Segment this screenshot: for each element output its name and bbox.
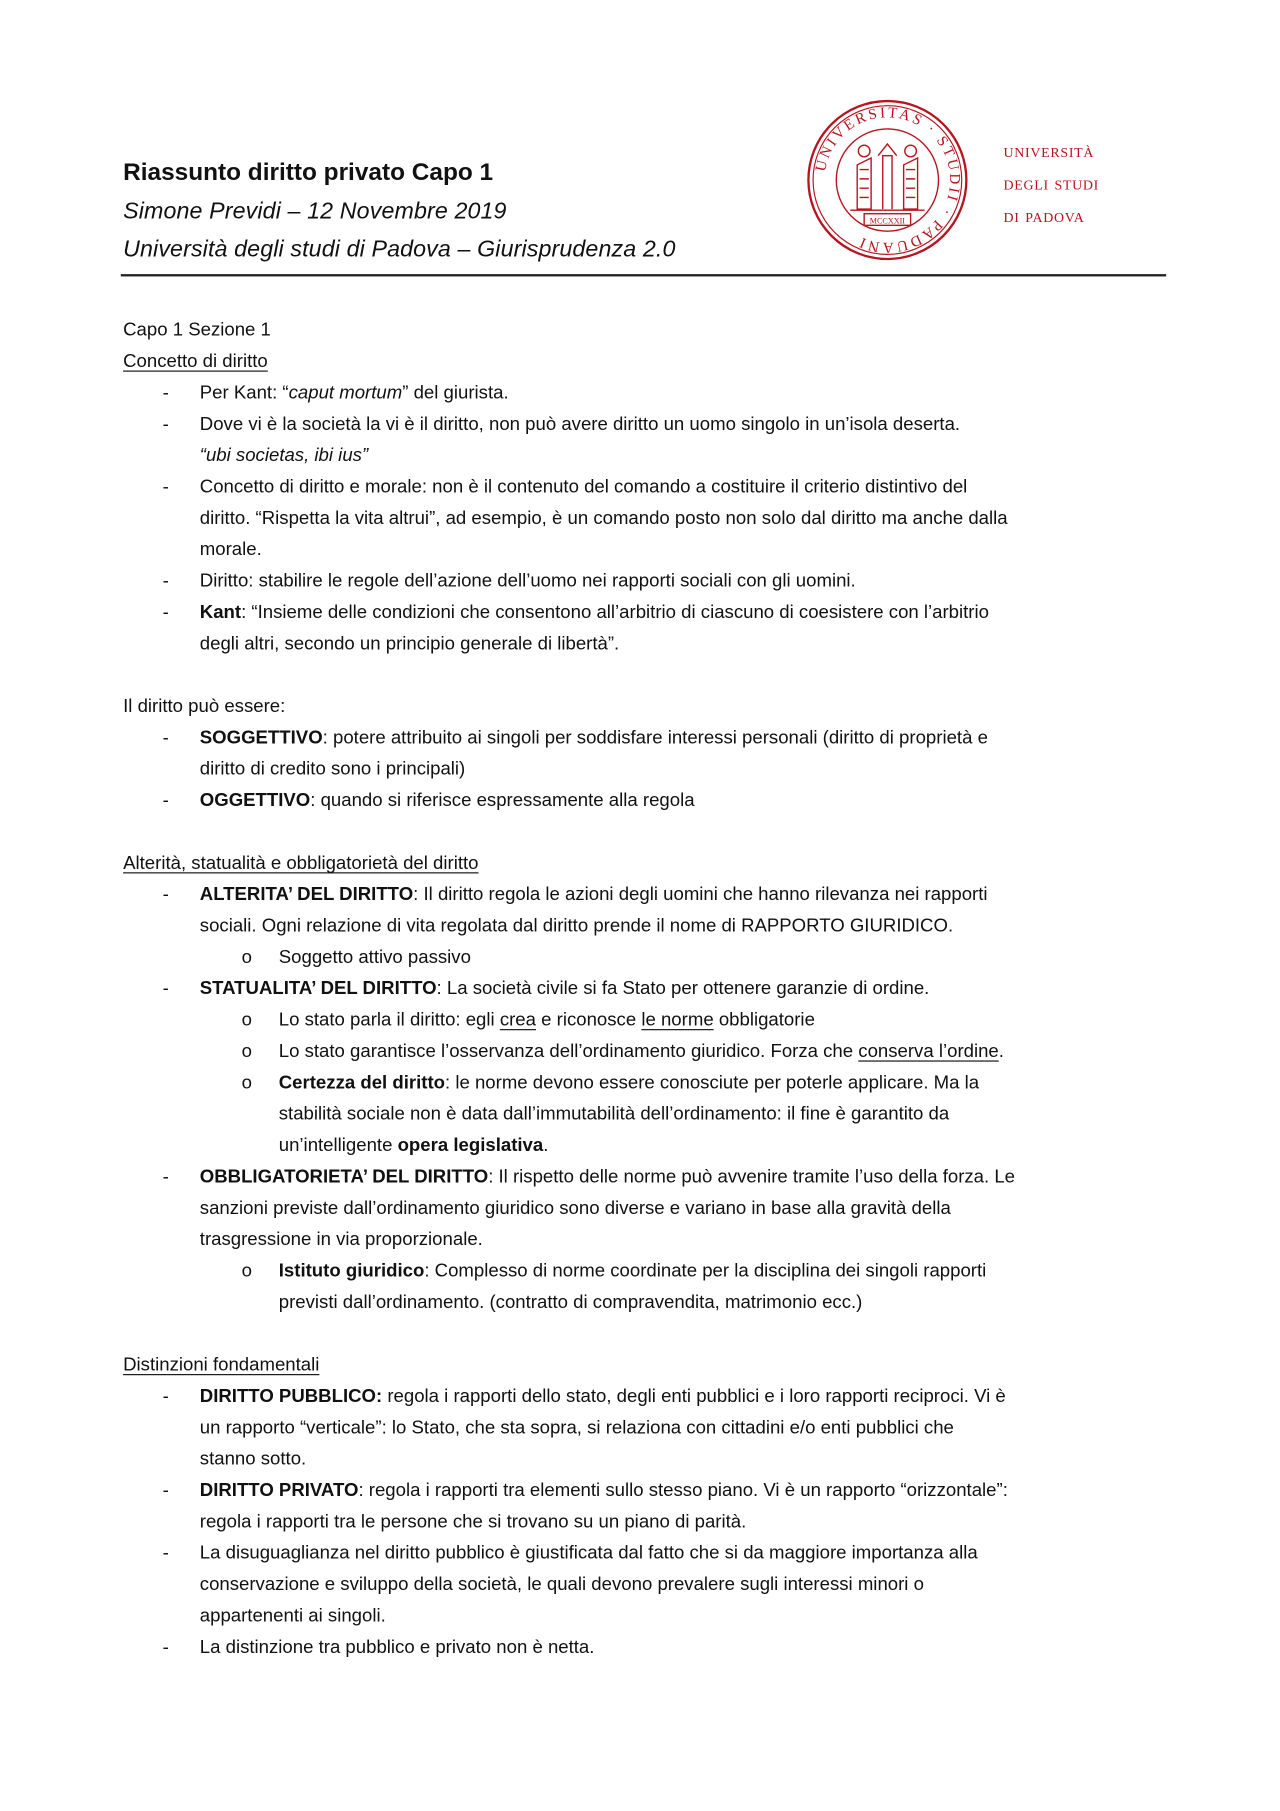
circle-marker: o	[241, 1073, 252, 1093]
list-item: - STATUALITA’ DEL DIRITTO: La società civile si fa Stato per ottenere garanzie di ordine.	[123, 973, 1180, 1004]
list-item: - La disuguaglianza nel diritto pubblico è giustificata dal fatto che si da maggiore importanza alla conservazione e sviluppo della società, le quali devono prevalere sugli interessi minori o appartenenti ai singoli.	[123, 1538, 1180, 1632]
list-item: - DIRITTO PUBBLICO: regola i rapporti dello stato, degli enti pubblici e i loro rapporti reciproci. Vi è un rapporto “verticale”: lo Stato, che sta sopra, si relaziona con cittadini e/o enti pubblici che stanno sotto.	[123, 1381, 1180, 1475]
list-item: - SOGGETTIVO: potere attribuito ai singoli per soddisfare interessi personali (diritto di proprietà e diritto di credito sono i principali)	[123, 722, 1180, 785]
dash-marker: -	[162, 1480, 169, 1501]
list-item: - Diritto: stabilire le regole dell’azione dell’uomo nei rapporti sociali con gli uomini.	[123, 566, 1180, 597]
circle-marker: o	[241, 1010, 252, 1031]
list-item: - ALTERITA’ DEL DIRITTO: Il diritto regola le azioni degli uomini che hanno rilevanza nei rapporti sociali. Ogni relazione di vita regolata dal diritto prende il nome di RAPPORTO GIURIDICO.	[123, 879, 1180, 942]
dash-marker: -	[162, 728, 169, 749]
header-divider	[121, 274, 1166, 276]
dash-marker: -	[162, 602, 169, 623]
dash-marker: -	[162, 885, 169, 905]
seal-year: MCCXXII	[869, 216, 905, 226]
dash-marker: -	[162, 979, 169, 999]
document-body	[123, 315, 1180, 1664]
dash-marker: -	[162, 790, 169, 811]
section-heading-alterita: Alterità, statualità e obbligatorietà del diritto	[123, 853, 479, 874]
circle-marker: o	[241, 1041, 252, 1062]
sub-list-item: o Istituto giuridico: Complesso di norme coordinate per la disciplina dei singoli rapporti previsti dall’ordinamento. (contratto di compravendita, matrimonio ecc.)	[123, 1256, 1180, 1319]
list-item: - Dove vi è la società la vi è il diritto, non può avere diritto un uomo singolo in un’isola deserta. “ubi societas, ibi ius”	[123, 409, 1180, 472]
university-name-line2: degli studi	[1003, 171, 1099, 194]
dash-marker: -	[162, 477, 169, 498]
circle-marker: o	[241, 1261, 252, 1282]
dash-marker: -	[162, 1386, 169, 1407]
dash-marker: -	[162, 414, 169, 435]
sub-list-item: o Certezza del diritto: le norme devono essere conosciute per poterle applicare. Ma la stabilità sociale non è data dall’immutabilità dell’ordinamento: il fine è garantito da un’intelligente opera legislativa.	[123, 1067, 1180, 1161]
list-item: - OGGETTIVO: quando si riferisce espressamente alla regola	[123, 785, 1180, 816]
sub-list-item: o Lo stato parla il diritto: egli crea e riconosce le norme obbligatorie	[123, 1005, 1180, 1036]
dash-marker: -	[162, 1543, 169, 1564]
list-item: - La distinzione tra pubblico e privato non è netta.	[123, 1632, 1180, 1663]
sub-list-item: o Lo stato garantisce l’osservanza dell’ordinamento giuridico. Forza che conserva l’ordine.	[123, 1036, 1180, 1067]
seal-inscription: UNIVERSITAS · STUDII · PADUANI	[813, 105, 963, 255]
list-item: - Per Kant: “caput mortum” del giurista.	[123, 377, 1180, 408]
list-item: - Concetto di diritto e morale: non è il contenuto del comando a costituire il criterio distintivo del diritto. “Rispetta la vita altrui”, ad esempio, è un comando posto non solo dal diritto ma anche dalla morale.	[123, 472, 1180, 566]
diritto-intro: Il diritto può essere:	[123, 696, 286, 717]
dash-marker: -	[162, 383, 169, 404]
university-seal-logo	[806, 98, 969, 263]
dash-marker: -	[162, 1637, 169, 1658]
university-name-line3: di padova	[1003, 204, 1085, 227]
list-item: - Kant: “Insieme delle condizioni che consentono all’arbitrio di ciascuno di coesistere con l’arbitrio degli altri, secondo un principio generale di libertà”.	[123, 597, 1180, 660]
university-name-line1: università	[1003, 139, 1095, 162]
list-item: - DIRITTO PRIVATO: regola i rapporti tra elementi sullo stesso piano. Vi è un rapporto “orizzontale”: regola i rapporti tra le persone che si trovano su un piano di parità.	[123, 1475, 1180, 1538]
section-heading-distinzioni: Distinzioni fondamentali	[123, 1355, 320, 1376]
dash-marker: -	[162, 571, 169, 592]
dash-marker: -	[162, 1167, 169, 1188]
sub-list-item: o Soggetto attivo passivo	[123, 942, 1180, 973]
author-date: Simone Previdi – 12 Novembre 2019	[123, 198, 507, 225]
university-course: Università degli studi di Padova – Giurisprudenza 2.0	[123, 236, 676, 263]
capo-label: Capo 1 Sezione 1	[123, 320, 271, 341]
list-item: - OBBLIGATORIETA’ DEL DIRITTO: Il rispetto delle norme può avvenire tramite l’uso della forza. Le sanzioni previste dall’ordinamento giuridico sono diverse e variano in base alla gravità della trasgressione in via proporzionale.	[123, 1162, 1180, 1256]
circle-marker: o	[241, 947, 252, 968]
section-heading-concetto: Concetto di diritto	[123, 351, 268, 372]
university-name-logo	[1004, 135, 1099, 233]
document-title: Riassunto diritto privato Capo 1	[123, 159, 494, 186]
